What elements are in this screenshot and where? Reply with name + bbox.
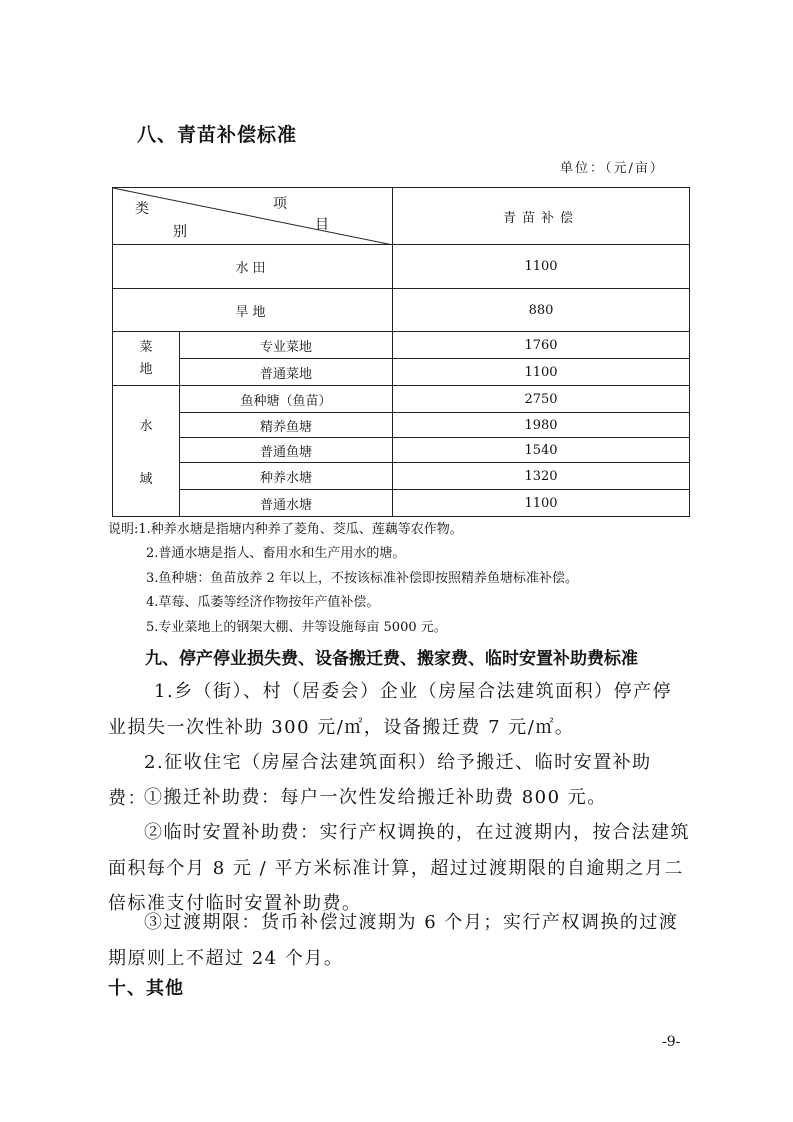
row-label: 种养水塘 [180, 463, 393, 490]
header-bie-char: 别 [173, 224, 187, 240]
row-value: 1100 [393, 359, 690, 386]
header-compensation: 青苗补偿 [393, 188, 690, 245]
vegetable-label-2: 地 [139, 361, 153, 377]
table-row [113, 359, 690, 386]
paragraph-1: 1.乡（街）、村（居委会）企业（房屋合法建筑面积）停产停业损失一次性补助 300 元/㎡，设备搬迁费 7 元/㎡。 [108, 681, 673, 738]
row-label: 水田 [113, 245, 393, 289]
row-label: 普通菜地 [180, 359, 393, 386]
row-label: 鱼种塘（鱼苗） [180, 386, 393, 413]
paragraph-3: ①搬迁补助费：每户一次性发给搬迁补助费 800 元。 [144, 787, 607, 808]
vegetable-group-label [113, 332, 180, 386]
row-value: 1100 [393, 490, 690, 517]
section-10-title: 十、其他 [108, 978, 184, 999]
note-1: 说明:1.种养水塘是指塘内种养了菱角、茭瓜、莲藕等农作物。 [108, 522, 463, 537]
row-label: 普通鱼塘 [180, 438, 393, 463]
row-value: 2750 [393, 386, 690, 413]
table-row [113, 289, 690, 332]
table-row [113, 332, 690, 359]
row-value: 1760 [393, 332, 690, 359]
notes-block [108, 518, 578, 640]
page-number: -9- [662, 1034, 681, 1050]
diagonal-header-cell [113, 188, 393, 245]
table-row [113, 463, 690, 490]
note-2: 2.普通水塘是指人、畜用水和生产用水的塘。 [146, 546, 406, 562]
table-row [113, 438, 690, 463]
note-3: 3.鱼种塘：鱼苗放养 2 年以上，不按该标准补偿即按照精养鱼塘标准补偿。 [146, 570, 578, 586]
table-row [113, 386, 690, 413]
header-item-char: 项 [273, 196, 287, 212]
row-value: 1540 [393, 438, 690, 463]
paragraph-2: 2.征收住宅（房屋合法建筑面积）给予搬迁、临时安置补助费： [108, 752, 652, 809]
row-label: 普通水塘 [180, 490, 393, 517]
water-label-1: 水 [139, 419, 153, 434]
water-label-2: 域 [139, 472, 153, 487]
row-value: 1320 [393, 463, 690, 490]
compensation-table [112, 187, 690, 517]
note-5: 5.专业菜地上的钢架大棚、井等设施每亩 5000 元。 [146, 619, 447, 635]
table-row [113, 413, 690, 438]
table-row [113, 490, 690, 517]
row-value: 1980 [393, 413, 690, 438]
note-4: 4.草莓、瓜萎等经济作物按年产值补偿。 [146, 595, 380, 611]
paragraph-5: ③过渡期限：货币补偿过渡期为 6 个月；实行产权调换的过渡期原则上不超过 24 个月。 [108, 912, 679, 969]
row-value: 1100 [393, 245, 690, 289]
section-8-title: 八、青苗补偿标准 [137, 124, 298, 146]
table-header-row [113, 188, 690, 245]
water-group-label [113, 386, 180, 517]
section-9-title: 九、停产停业损失费、设备搬迁费、搬家费、临时安置补助费标准 [145, 649, 638, 669]
row-label: 旱地 [113, 289, 393, 332]
header-mu-char: 目 [315, 217, 329, 233]
unit-label: 单位：（元/亩） [560, 161, 665, 176]
paragraph-4: ②临时安置补助费：实行产权调换的，在过渡期内，按合法建筑面积每个月 8 元 / 平方米标准计算，超过过渡期限的自逾期之月二倍标准支付临时安置补助费。 [108, 822, 690, 914]
vegetable-label-1: 菜 [139, 339, 153, 355]
row-value: 880 [393, 289, 690, 332]
row-label: 精养鱼塘 [180, 413, 393, 438]
table-row [113, 245, 690, 289]
diagonal-divider [113, 188, 393, 245]
row-label: 专业菜地 [180, 332, 393, 359]
header-category-char: 类 [135, 201, 149, 217]
